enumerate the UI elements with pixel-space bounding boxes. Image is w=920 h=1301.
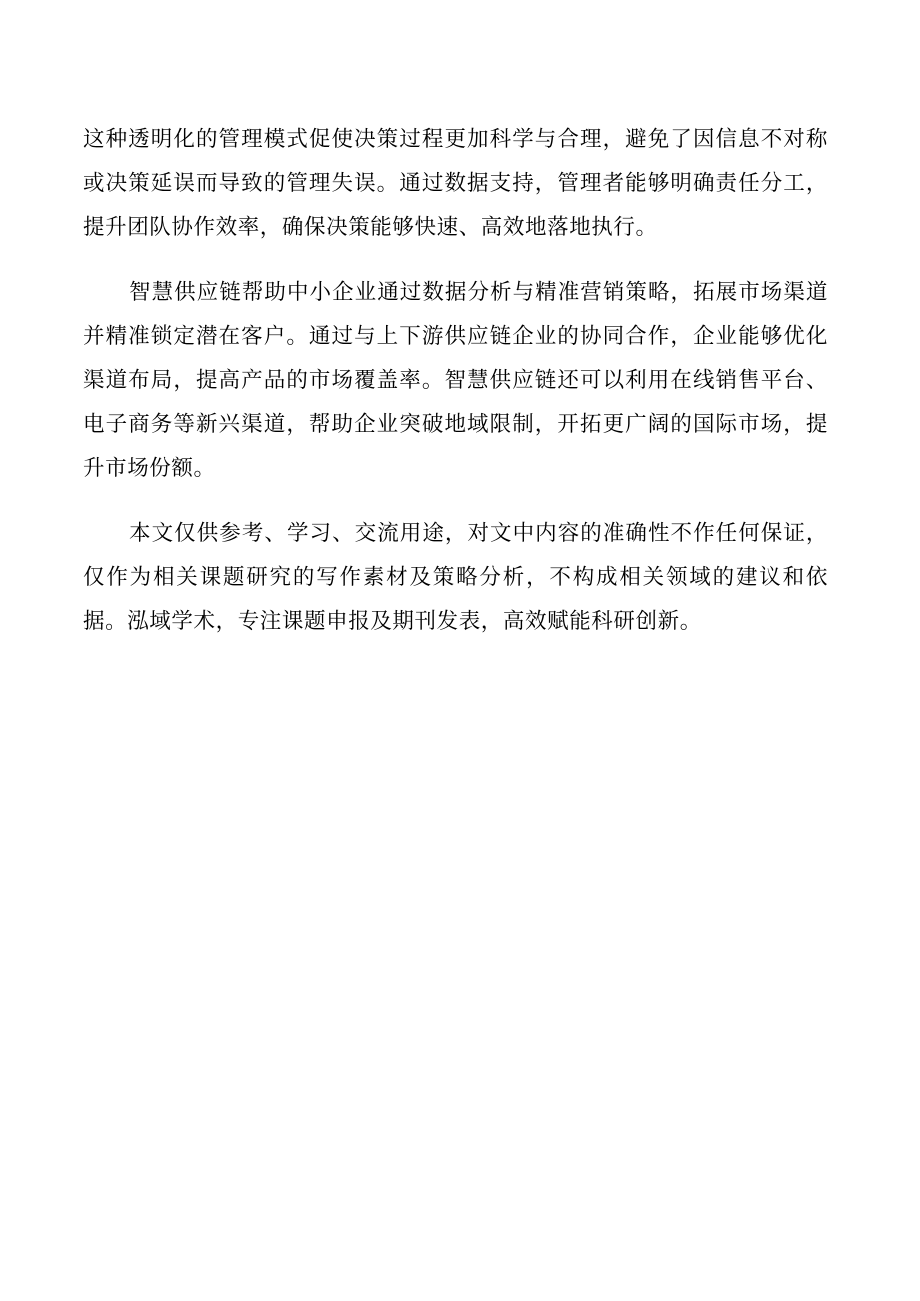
paragraph-supply-chain-marketing: 智慧供应链帮助中小企业通过数据分析与精准营销策略，拓展市场渠道并精准锁定潜在客户。通过与上下游供应链企业的协同合作，企业能够优化渠道布局，提高产品的市场覆盖率。智慧供应链还可以利用在线销售平台、电子商务等新兴渠道，帮助企业突破地域限制，开拓更广阔的国际市场，提升市场份额。 bbox=[83, 280, 828, 481]
paragraph-continuation: 这种透明化的管理模式促使决策过程更加科学与合理，避免了因信息不对称或决策延误而导致的管理失误。通过数据支持，管理者能够明确责任分工，提升团队协作效率，确保决策能够快速、高效地落地执行。 bbox=[83, 127, 828, 240]
paragraph-disclaimer: 本文仅供参考、学习、交流用途，对文中内容的准确性不作任何保证，仅作为相关课题研究的写作素材及策略分析，不构成相关领域的建议和依据。泓域学术，专注课题申报及期刊发表，高效赋能科研创新。 bbox=[83, 521, 828, 634]
document-body bbox=[83, 118, 828, 665]
